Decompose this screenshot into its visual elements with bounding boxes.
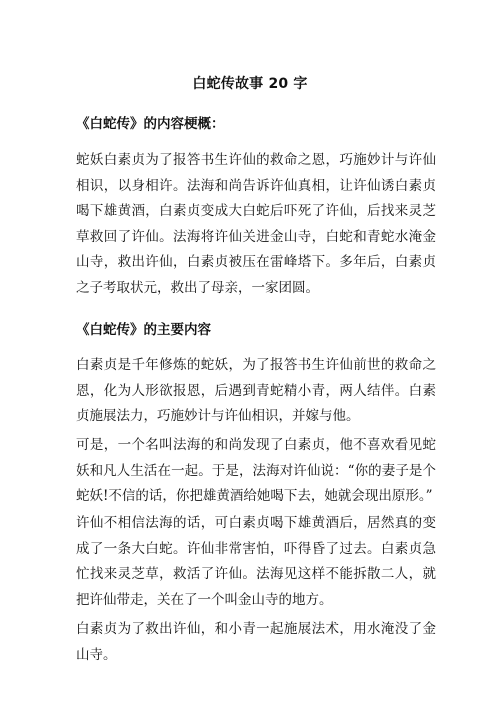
paragraph-main-content-3: 许仙不相信法海的话，可白素贞喝下雄黄酒后，居然真的变成了一条大白蛇。许仙非常害怕，吓得昏了过去。白素贞急忙找来灵芝草，救活了许仙。法海见这样不能拆散二人，就把许仙带走，关在了一个叫金山寺的地方。 xyxy=(76,515,436,608)
section-heading-main-content: 《白蛇传》的主要内容 xyxy=(76,322,211,338)
paragraph-main-content-1: 白素贞是千年修炼的蛇妖，为了报答书生许仙前世的救命之恩，化为人形欲报恩，后遇到青蛇精小青，两人结伴。白素贞施展法力，巧施妙计与许仙相识，并嫁与他。 xyxy=(76,357,436,424)
paragraph-main-content-4: 白素贞为了救出许仙，和小青一起施展法术，用水淹没了金山寺。 xyxy=(76,621,436,663)
section-heading-synopsis: 《白蛇传》的内容梗概： xyxy=(76,116,225,132)
document-title: 白蛇传故事 20 字 xyxy=(192,76,308,92)
paragraph-main-content-2: 可是，一个名叫法海的和尚发现了白素贞，他不喜欢看见蛇妖和凡人生活在一起。于是，法海对许仙说：“你的妻子是个蛇妖!不信的话，你把雄黄酒给她喝下去，她就会现出原形。” xyxy=(76,437,436,504)
paragraph-synopsis: 蛇妖白素贞为了报答书生许仙的救命之恩，巧施妙计与许仙相识，以身相许。法海和尚告诉许仙真相，让许仙诱白素贞喝下雄黄酒，白素贞变成大白蛇后吓死了许仙，后找来灵芝草救回了许仙。法海将许仙关进金山寺，白蛇和青蛇水淹金山寺，救出许仙，白素贞被压在雷峰塔下。多年后，白素贞之子考取状元，救出了母亲，一家团圆。 xyxy=(76,152,436,296)
